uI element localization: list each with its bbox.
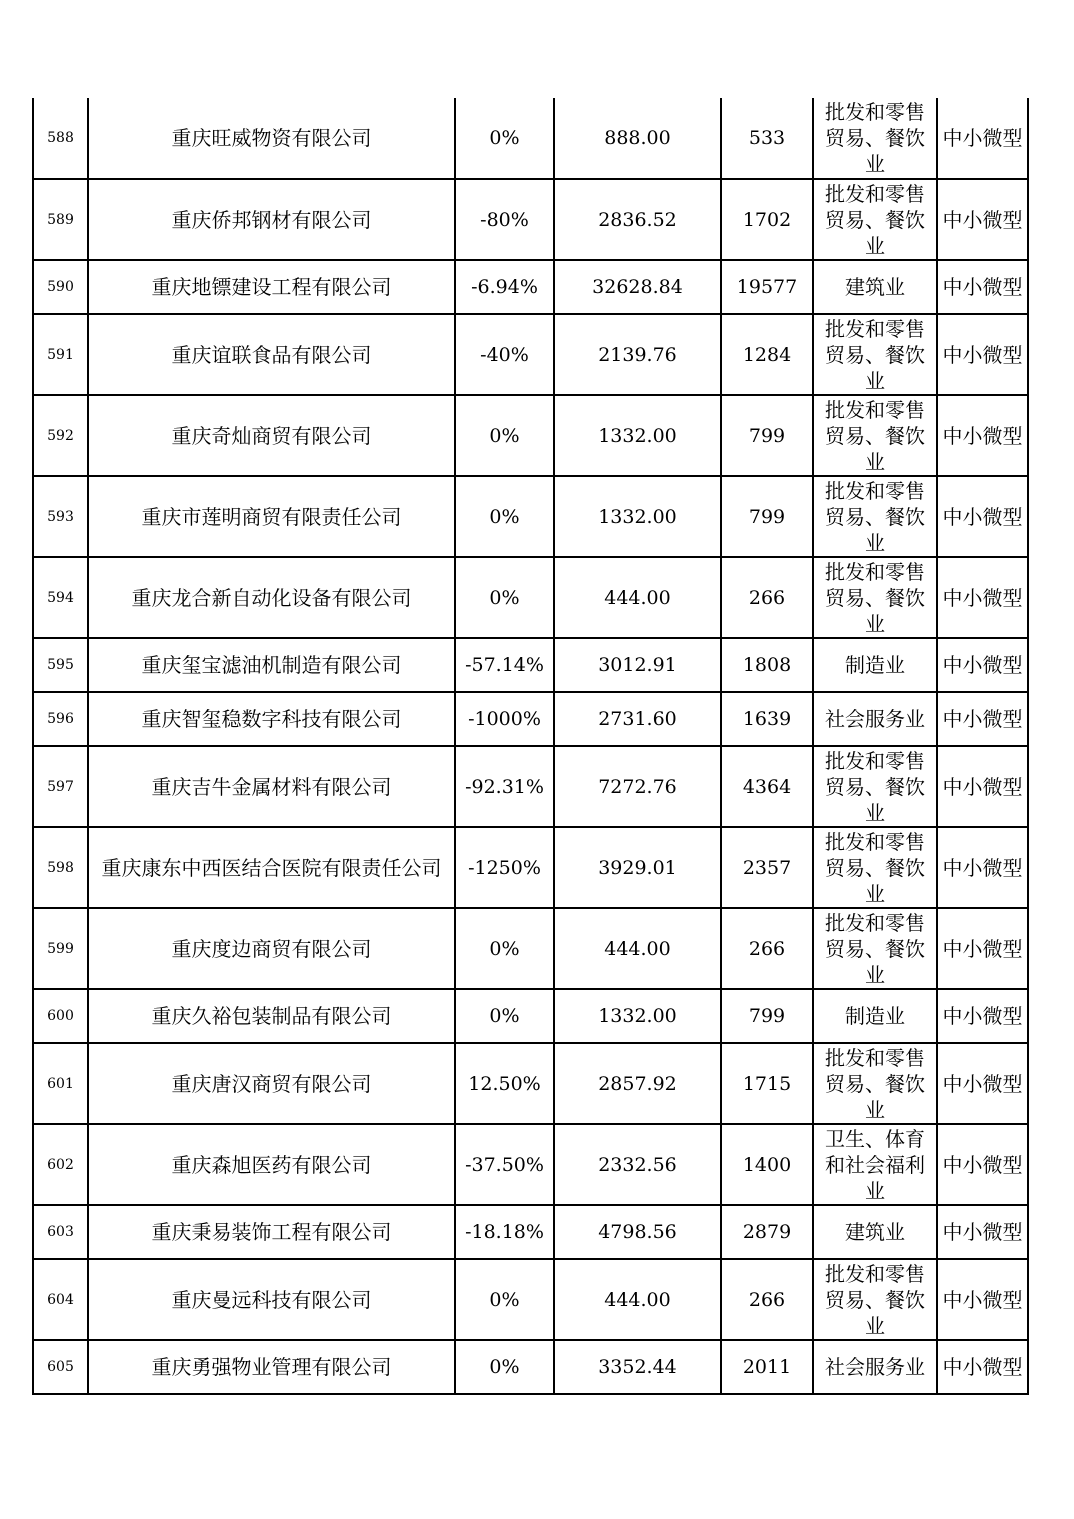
count-value: 266 — [721, 1259, 813, 1340]
change-rate: -57.14% — [455, 638, 554, 692]
change-rate: -18.18% — [455, 1205, 554, 1259]
row-number: 598 — [33, 827, 88, 908]
amount-value: 1332.00 — [554, 395, 721, 476]
industry-category: 批发和零售贸易、餐饮业 — [813, 557, 937, 638]
count-value: 266 — [721, 908, 813, 989]
industry-category: 批发和零售贸易、餐饮业 — [813, 1259, 937, 1340]
table-row — [33, 395, 1028, 476]
amount-value: 2836.52 — [554, 179, 721, 260]
industry-category: 建筑业 — [813, 1205, 937, 1259]
change-rate: 0% — [455, 1259, 554, 1340]
change-rate: 0% — [455, 1340, 554, 1394]
change-rate: -40% — [455, 314, 554, 395]
table-row — [33, 692, 1028, 746]
change-rate: -1000% — [455, 692, 554, 746]
table-row — [33, 908, 1028, 989]
industry-category: 批发和零售贸易、餐饮业 — [813, 1043, 937, 1124]
count-value: 19577 — [721, 260, 813, 314]
row-number: 603 — [33, 1205, 88, 1259]
change-rate: 0% — [455, 98, 554, 179]
company-name: 重庆旺威物资有限公司 — [88, 98, 455, 179]
count-value: 533 — [721, 98, 813, 179]
enterprise-size: 中小微型 — [937, 98, 1028, 179]
enterprise-size: 中小微型 — [937, 827, 1028, 908]
count-value: 4364 — [721, 746, 813, 827]
table-row — [33, 827, 1028, 908]
table-row — [33, 98, 1028, 179]
row-number: 595 — [33, 638, 88, 692]
change-rate: -1250% — [455, 827, 554, 908]
amount-value: 2731.60 — [554, 692, 721, 746]
count-value: 1702 — [721, 179, 813, 260]
change-rate: 0% — [455, 908, 554, 989]
row-number: 594 — [33, 557, 88, 638]
count-value: 2357 — [721, 827, 813, 908]
row-number: 602 — [33, 1124, 88, 1205]
table-row — [33, 1043, 1028, 1124]
company-name: 重庆勇强物业管理有限公司 — [88, 1340, 455, 1394]
row-number: 599 — [33, 908, 88, 989]
enterprise-size: 中小微型 — [937, 395, 1028, 476]
industry-category: 批发和零售贸易、餐饮业 — [813, 827, 937, 908]
enterprise-size: 中小微型 — [937, 557, 1028, 638]
enterprise-size: 中小微型 — [937, 314, 1028, 395]
amount-value: 3929.01 — [554, 827, 721, 908]
industry-category: 批发和零售贸易、餐饮业 — [813, 746, 937, 827]
count-value: 266 — [721, 557, 813, 638]
company-name: 重庆康东中西医结合医院有限责任公司 — [88, 827, 455, 908]
company-name: 重庆龙合新自动化设备有限公司 — [88, 557, 455, 638]
company-name: 重庆奇灿商贸有限公司 — [88, 395, 455, 476]
industry-category: 批发和零售贸易、餐饮业 — [813, 908, 937, 989]
table-row — [33, 1259, 1028, 1340]
change-rate: -6.94% — [455, 260, 554, 314]
amount-value: 2139.76 — [554, 314, 721, 395]
company-name: 重庆秉易装饰工程有限公司 — [88, 1205, 455, 1259]
row-number: 589 — [33, 179, 88, 260]
row-number: 590 — [33, 260, 88, 314]
amount-value: 888.00 — [554, 98, 721, 179]
industry-category: 卫生、体育和社会福利业 — [813, 1124, 937, 1205]
row-number: 600 — [33, 989, 88, 1043]
table-row — [33, 1205, 1028, 1259]
amount-value: 1332.00 — [554, 989, 721, 1043]
enterprise-size: 中小微型 — [937, 476, 1028, 557]
row-number: 588 — [33, 98, 88, 179]
company-name: 重庆市莲明商贸有限责任公司 — [88, 476, 455, 557]
change-rate: -37.50% — [455, 1124, 554, 1205]
enterprise-size: 中小微型 — [937, 1205, 1028, 1259]
row-number: 604 — [33, 1259, 88, 1340]
industry-category: 社会服务业 — [813, 1340, 937, 1394]
count-value: 799 — [721, 476, 813, 557]
amount-value: 2332.56 — [554, 1124, 721, 1205]
table-row — [33, 260, 1028, 314]
table-row — [33, 989, 1028, 1043]
enterprise-size: 中小微型 — [937, 692, 1028, 746]
industry-category: 社会服务业 — [813, 692, 937, 746]
amount-value: 444.00 — [554, 1259, 721, 1340]
row-number: 592 — [33, 395, 88, 476]
amount-value: 444.00 — [554, 557, 721, 638]
count-value: 1284 — [721, 314, 813, 395]
enterprise-size: 中小微型 — [937, 1340, 1028, 1394]
change-rate: -92.31% — [455, 746, 554, 827]
table-row — [33, 1124, 1028, 1205]
enterprise-size: 中小微型 — [937, 746, 1028, 827]
enterprise-size: 中小微型 — [937, 179, 1028, 260]
table-row — [33, 314, 1028, 395]
amount-value: 32628.84 — [554, 260, 721, 314]
change-rate: 0% — [455, 989, 554, 1043]
company-name: 重庆智玺稳数字科技有限公司 — [88, 692, 455, 746]
amount-value: 444.00 — [554, 908, 721, 989]
industry-category: 批发和零售贸易、餐饮业 — [813, 98, 937, 179]
industry-category: 批发和零售贸易、餐饮业 — [813, 476, 937, 557]
enterprise-size: 中小微型 — [937, 1259, 1028, 1340]
count-value: 1715 — [721, 1043, 813, 1124]
company-name: 重庆久裕包装制品有限公司 — [88, 989, 455, 1043]
table-body — [33, 98, 1028, 1394]
amount-value: 7272.76 — [554, 746, 721, 827]
row-number: 601 — [33, 1043, 88, 1124]
count-value: 1808 — [721, 638, 813, 692]
row-number: 596 — [33, 692, 88, 746]
change-rate: -80% — [455, 179, 554, 260]
company-name: 重庆侨邦钢材有限公司 — [88, 179, 455, 260]
change-rate: 12.50% — [455, 1043, 554, 1124]
count-value: 2879 — [721, 1205, 813, 1259]
count-value: 1639 — [721, 692, 813, 746]
company-name: 重庆玺宝滤油机制造有限公司 — [88, 638, 455, 692]
company-name: 重庆地镖建设工程有限公司 — [88, 260, 455, 314]
enterprise-size: 中小微型 — [937, 260, 1028, 314]
count-value: 2011 — [721, 1340, 813, 1394]
change-rate: 0% — [455, 476, 554, 557]
amount-value: 4798.56 — [554, 1205, 721, 1259]
company-table — [32, 98, 1029, 1395]
amount-value: 3352.44 — [554, 1340, 721, 1394]
table-row — [33, 746, 1028, 827]
company-name: 重庆森旭医药有限公司 — [88, 1124, 455, 1205]
change-rate: 0% — [455, 557, 554, 638]
company-name: 重庆吉牛金属材料有限公司 — [88, 746, 455, 827]
count-value: 1400 — [721, 1124, 813, 1205]
company-name: 重庆曼远科技有限公司 — [88, 1259, 455, 1340]
table-row — [33, 476, 1028, 557]
amount-value: 3012.91 — [554, 638, 721, 692]
industry-category: 制造业 — [813, 989, 937, 1043]
amount-value: 1332.00 — [554, 476, 721, 557]
industry-category: 建筑业 — [813, 260, 937, 314]
table-row — [33, 557, 1028, 638]
company-name: 重庆唐汉商贸有限公司 — [88, 1043, 455, 1124]
table-row — [33, 179, 1028, 260]
count-value: 799 — [721, 395, 813, 476]
row-number: 593 — [33, 476, 88, 557]
change-rate: 0% — [455, 395, 554, 476]
industry-category: 制造业 — [813, 638, 937, 692]
industry-category: 批发和零售贸易、餐饮业 — [813, 314, 937, 395]
company-name: 重庆度边商贸有限公司 — [88, 908, 455, 989]
row-number: 597 — [33, 746, 88, 827]
enterprise-size: 中小微型 — [937, 638, 1028, 692]
company-name: 重庆谊联食品有限公司 — [88, 314, 455, 395]
table-row — [33, 638, 1028, 692]
row-number: 591 — [33, 314, 88, 395]
industry-category: 批发和零售贸易、餐饮业 — [813, 179, 937, 260]
enterprise-size: 中小微型 — [937, 908, 1028, 989]
table-row — [33, 1340, 1028, 1394]
enterprise-size: 中小微型 — [937, 1124, 1028, 1205]
count-value: 799 — [721, 989, 813, 1043]
industry-category: 批发和零售贸易、餐饮业 — [813, 395, 937, 476]
enterprise-size: 中小微型 — [937, 1043, 1028, 1124]
enterprise-size: 中小微型 — [937, 989, 1028, 1043]
amount-value: 2857.92 — [554, 1043, 721, 1124]
row-number: 605 — [33, 1340, 88, 1394]
